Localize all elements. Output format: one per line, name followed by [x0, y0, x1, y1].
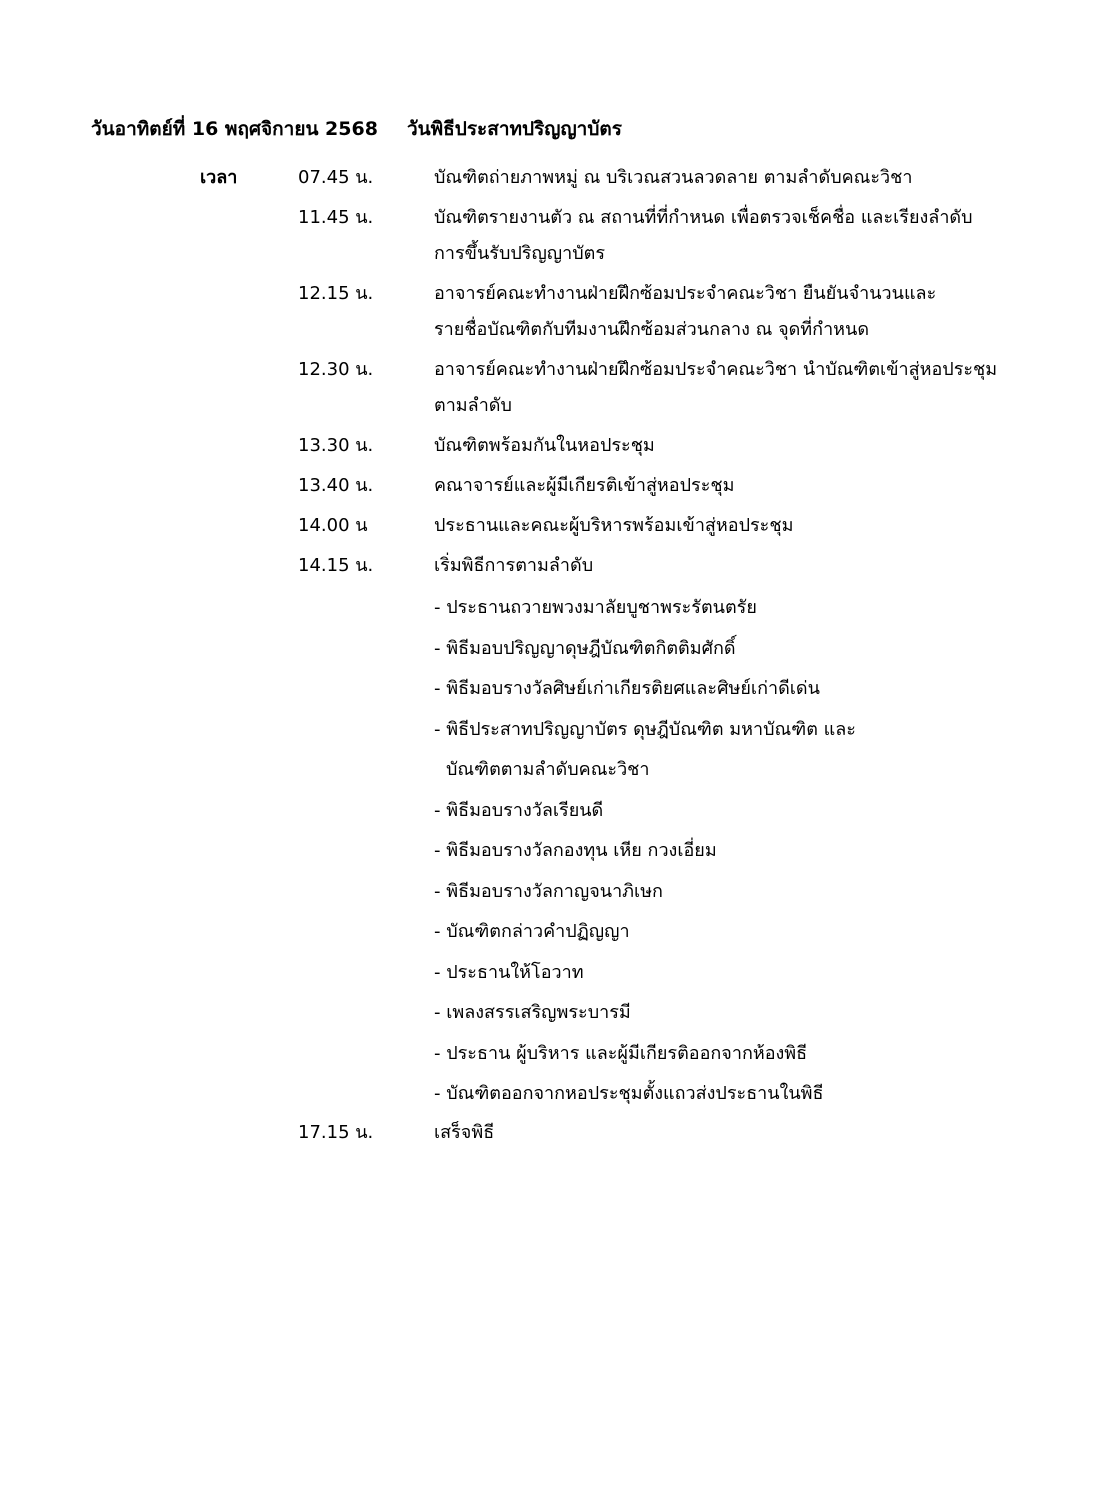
schedule-desc-line: เสร็จพิธี: [434, 1121, 495, 1143]
schedule-desc: [434, 200, 1034, 272]
schedule-row: [0, 508, 1097, 544]
heading-title: วันพิธีประสาทปริญญาบัตร: [407, 118, 622, 140]
ceremony-item: - เพลงสรรเสริญพระบารมี: [434, 1002, 631, 1023]
schedule-desc: [434, 548, 1034, 1115]
schedule-time: 11.45 น.: [298, 207, 374, 228]
schedule-row: [0, 160, 1097, 196]
heading-date: วันอาทิตย์ที่ 16 พฤศจิกายน 2568: [91, 118, 378, 140]
ceremony-item: - ประธาน ผู้บริหาร และผู้มีเกียรติออกจากห้องพิธี: [434, 1042, 808, 1064]
schedule-desc: [434, 352, 1034, 424]
schedule-desc-line: บัณฑิตถ่ายภาพหมู่ ณ บริเวณสวนลวดลาย ตามลำดับคณะวิชา: [434, 167, 913, 188]
ceremony-item: - ประธานให้โอวาท: [434, 961, 584, 983]
ceremony-item: - พิธีมอบรางวัลเรียนดี: [434, 799, 604, 821]
schedule-row: [0, 276, 1097, 348]
ceremony-item-continued: บัณฑิตตามลำดับคณะวิชา: [446, 759, 650, 780]
schedule-time: 13.40 น.: [298, 475, 374, 496]
schedule-desc: [434, 276, 1034, 348]
schedule-desc: [434, 428, 1034, 464]
schedule-row: [0, 428, 1097, 464]
schedule-list: [0, 160, 1097, 1151]
schedule-desc: [434, 508, 1034, 544]
schedule-desc-line: คณาจารย์และผู้มีเกียรติเข้าสู่หอประชุม: [434, 475, 735, 496]
schedule-desc-line: อาจารย์คณะทำงานฝ่ายฝึกซ้อมประจำคณะวิชา นำบัณฑิตเข้าสู่หอประชุม: [434, 359, 998, 380]
ceremony-item: - บัณฑิตกล่าวคำปฏิญญา: [434, 921, 630, 942]
schedule-time: 13.30 น.: [298, 435, 374, 456]
schedule-desc-line: บัณฑิตพร้อมกันในหอประชุม: [434, 435, 655, 456]
page-heading: [91, 114, 622, 144]
schedule-desc: [434, 160, 1034, 196]
schedule-desc-line: รายชื่อบัณฑิตกับทีมงานฝึกซ้อมส่วนกลาง ณ จุดที่กำหนด: [434, 319, 870, 340]
schedule-desc: [434, 468, 1034, 504]
ceremony-item: - พิธีประสาทปริญญาบัตร ดุษฎีบัณฑิต มหาบัณฑิต และ: [434, 718, 856, 740]
schedule-row: [0, 468, 1097, 504]
ceremony-item: - บัณฑิตออกจากหอประชุมตั้งแถวส่งประธานในพิธี: [434, 1083, 824, 1104]
schedule-time: 12.30 น.: [298, 359, 374, 380]
time-label: เวลา: [200, 167, 238, 188]
ceremony-item: - พิธีมอบปริญญาดุษฎีบัณฑิตกิตติมศักดิ์: [434, 637, 736, 659]
schedule-desc-line: ประธานและคณะผู้บริหารพร้อมเข้าสู่หอประชุม: [434, 515, 794, 536]
schedule-row: [0, 548, 1097, 1115]
ceremony-item: - พิธีมอบรางวัลกาญจนาภิเษก: [434, 880, 663, 902]
schedule-desc: [434, 1115, 1034, 1151]
schedule-time: 14.15 น.: [298, 555, 374, 576]
ceremony-item: - ประธานถวายพวงมาลัยบูชาพระรัตนตรัย: [434, 597, 757, 618]
schedule-time: 14.00 น: [298, 515, 368, 536]
ceremony-item: - พิธีมอบรางวัลกองทุน เหีย กวงเอี่ยม: [434, 840, 717, 861]
schedule-row-closing: [0, 1115, 1097, 1151]
schedule-desc-line: การขึ้นรับปริญญาบัตร: [434, 243, 606, 264]
schedule-time: 07.45 น.: [298, 167, 374, 188]
schedule-row: [0, 200, 1097, 272]
schedule-desc-line: อาจารย์คณะทำงานฝ่ายฝึกซ้อมประจำคณะวิชา ยืนยันจำนวนและ: [434, 283, 937, 304]
schedule-time: 17.15 น.: [298, 1121, 374, 1143]
schedule-time: 12.15 น.: [298, 283, 374, 304]
schedule-desc-line: เริ่มพิธีการตามลำดับ: [434, 555, 594, 576]
ceremony-item: - พิธีมอบรางวัลศิษย์เก่าเกียรติยศและศิษย์เก่าดีเด่น: [434, 678, 820, 699]
schedule-desc-line: ตามลำดับ: [434, 395, 512, 416]
schedule-desc-line: บัณฑิตรายงานตัว ณ สถานที่ที่กำหนด เพื่อตรวจเช็คชื่อ และเรียงลำดับ: [434, 207, 973, 228]
schedule-row: [0, 352, 1097, 424]
